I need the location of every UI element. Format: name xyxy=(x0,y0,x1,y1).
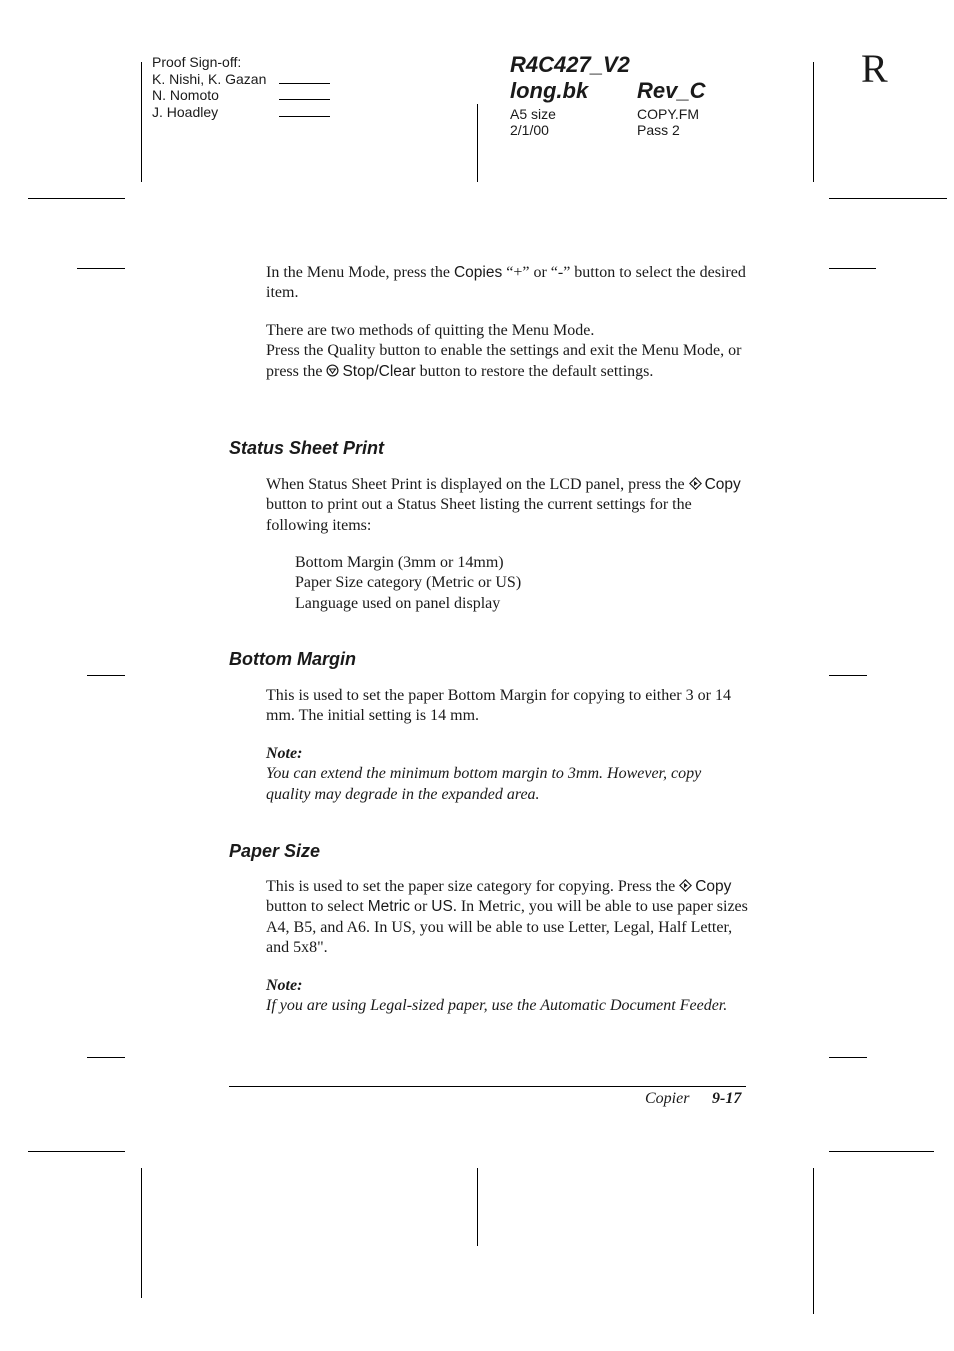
status-sheet-paragraph: When Status Sheet Print is displayed on the LCD panel, press the Copy button to print out a Status Sheet listing the current settings for the following items: xyxy=(266,476,741,534)
page-number: 9-17 xyxy=(712,1090,742,1107)
crop-mark-left-1 xyxy=(77,268,125,269)
footer-rule xyxy=(229,1086,746,1087)
metric-option-label: Metric xyxy=(367,898,410,916)
list-item: Bottom Margin (3mm or 14mm) xyxy=(295,554,504,571)
signature-blank xyxy=(279,116,330,117)
crop-mark-right-3 xyxy=(829,1057,867,1058)
note-title: Note: xyxy=(266,977,303,994)
status-sheet-item-list xyxy=(295,553,521,614)
proof-signoff-name: J. Hoadley xyxy=(152,104,266,121)
crop-mark-left-2 xyxy=(87,675,125,676)
stop-icon xyxy=(326,364,339,377)
list-item: Paper Size category (Metric or US) xyxy=(295,574,522,592)
status-sheet-heading: Status Sheet Print xyxy=(229,438,385,458)
bottom-margin-heading: Bottom Margin xyxy=(229,649,356,669)
crop-mark-bottom-left-vertical xyxy=(141,1168,142,1298)
crop-mark-top-left-vertical xyxy=(141,62,142,182)
crop-mark-left-3 xyxy=(87,1057,125,1058)
crop-mark-top-right-horizontal xyxy=(829,198,947,199)
footer-section: Copier xyxy=(645,1090,690,1107)
crop-mark-bottom-left-horizontal xyxy=(28,1151,125,1152)
signature-blank xyxy=(279,99,330,100)
note-text: You can extend the minimum bottom margin to 3mm. However, copy quality may degrade in the expanded area. xyxy=(266,765,702,803)
header-pass: Pass 2 xyxy=(637,122,680,138)
crop-mark-top-right-vertical xyxy=(813,62,814,182)
crop-mark-bottom-right-vertical xyxy=(813,1168,814,1314)
copy-start-icon xyxy=(679,879,692,892)
copies-button-label: Copies xyxy=(453,264,503,281)
copy-start-icon xyxy=(689,477,702,490)
crop-mark-right-1 xyxy=(829,268,876,269)
header-date: 2/1/00 xyxy=(510,122,549,138)
bottom-margin-note xyxy=(266,744,748,805)
list-item: Language used on panel display xyxy=(295,594,501,612)
signature-blank xyxy=(279,83,330,84)
crop-mark-bottom-right-horizontal xyxy=(829,1151,934,1152)
stop-clear-button-label: Stop/Clear xyxy=(342,362,416,380)
corner-letter: R xyxy=(861,46,888,91)
copy-button-label: Copy xyxy=(695,878,732,895)
crop-mark-top-center-vertical xyxy=(477,104,478,182)
paper-size-note xyxy=(266,976,756,1017)
intro-paragraph-1: In the Menu Mode, press the Copies “+” or “-” button to select the desired item. xyxy=(266,264,746,302)
crop-mark-bottom-center-vertical xyxy=(477,1168,478,1246)
header-code: R4C427_V2 xyxy=(510,52,630,77)
bottom-margin-paragraph: This is used to set the paper Bottom Margin for copying to either 3 or 14 mm. The initial setting is 14 mm. xyxy=(266,687,731,725)
copy-button-label: Copy xyxy=(704,476,741,493)
crop-mark-right-2 xyxy=(829,675,867,676)
note-title: Note: xyxy=(266,745,303,762)
crop-mark-top-left-horizontal xyxy=(28,198,125,199)
paper-size-heading: Paper Size xyxy=(229,841,321,861)
us-option-label: US xyxy=(431,898,453,916)
proof-signoff-name: K. Nishi, K. Gazan xyxy=(152,71,266,88)
proof-signoff-name: N. Nomoto xyxy=(152,87,266,104)
header-revision: Rev_C xyxy=(637,78,706,103)
proof-signoff xyxy=(152,54,266,121)
header-book: long.bk xyxy=(510,78,589,103)
paper-size-paragraph: This is used to set the paper size category for copying. Press the Copy button to select Metric or US. In Metric, you will be able to use paper sizes A4, B5, and A6. In US, you will be able to use Letter, Legal, Half Letter, and 5x8". xyxy=(266,878,748,957)
header-size: A5 size xyxy=(510,106,556,122)
intro-paragraph-2: There are two methods of quitting the Menu Mode. Press the Quality button to enable the settings and exit the Menu Mode, or press the Stop/Clear button to restore the default settings. xyxy=(266,322,742,380)
proof-signoff-title: Proof Sign-off: xyxy=(152,54,242,70)
header-file: COPY.FM xyxy=(637,106,699,122)
note-text: If you are using Legal-sized paper, use the Automatic Document Feeder. xyxy=(266,997,728,1015)
